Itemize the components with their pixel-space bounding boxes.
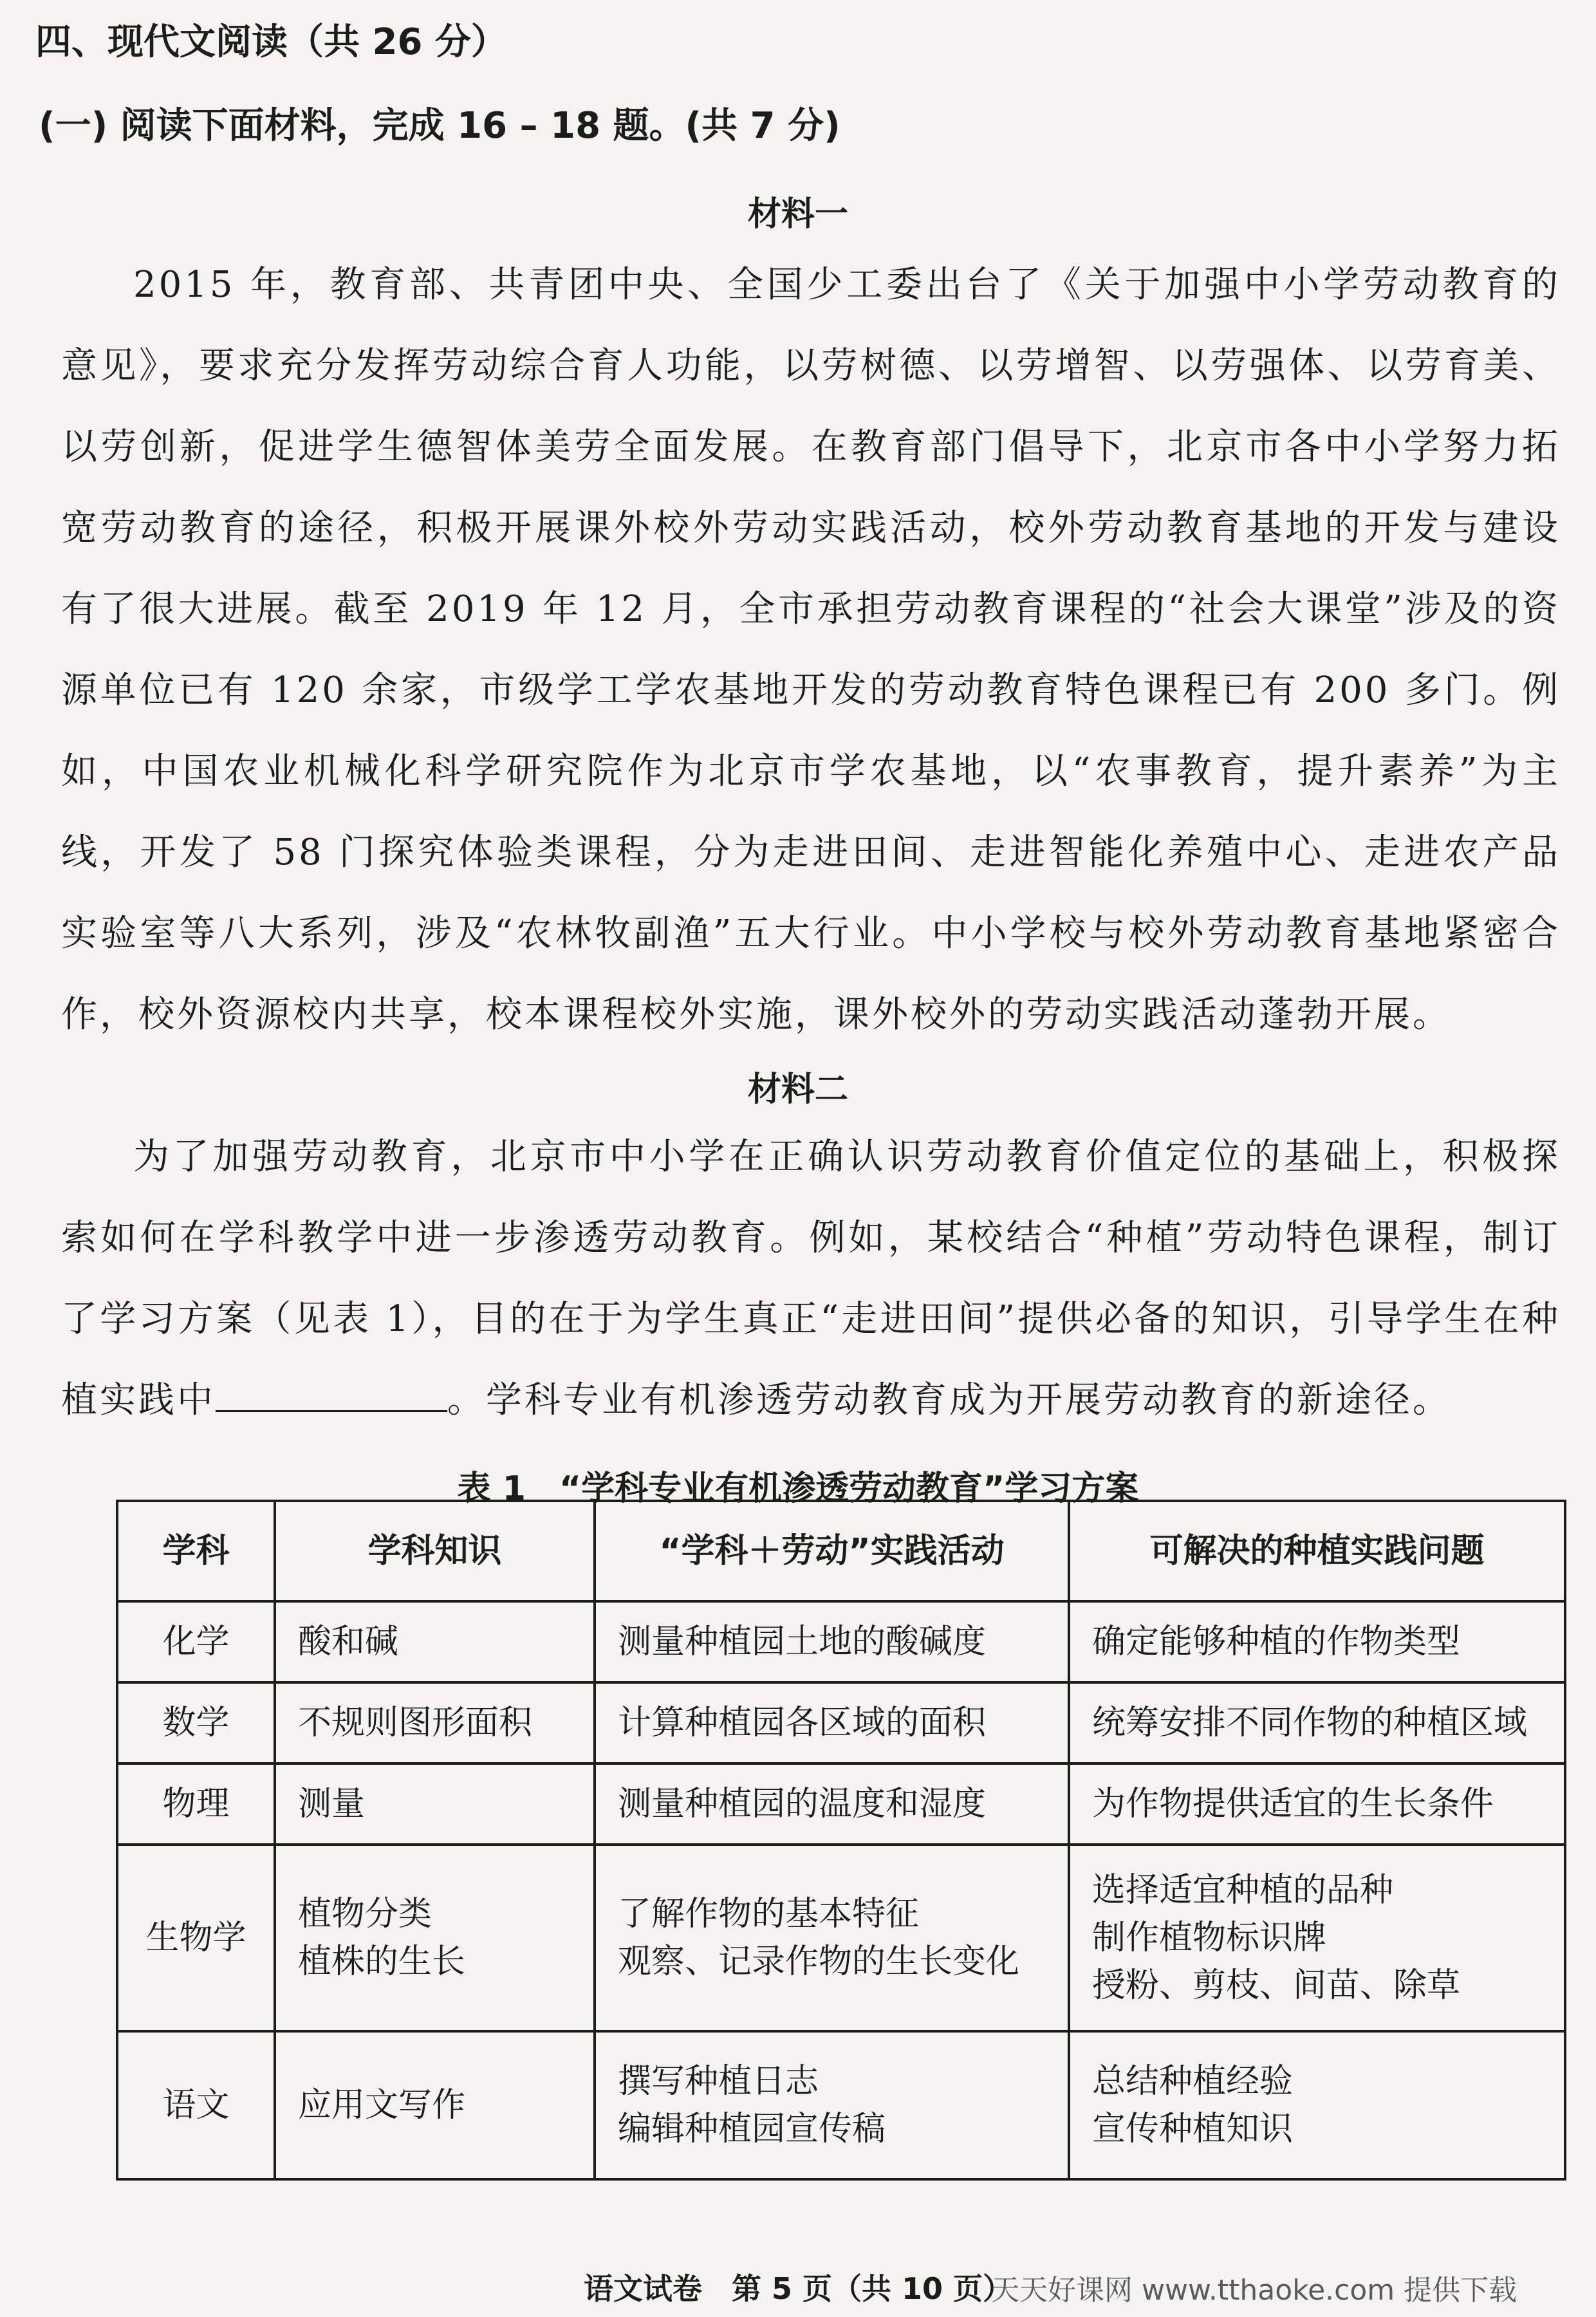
subject-cell: 语文 — [117, 2031, 275, 2179]
subsection-title: (一) 阅读下面材料，完成 16 – 18 题。(共 7 分) — [39, 105, 840, 147]
activity-cell: 计算种植园各区域的面积 — [595, 1682, 1069, 1763]
activity-cell: 测量种植园土地的酸碱度 — [595, 1601, 1069, 1682]
material2-text-after-blank: 。学科专业有机渗透劳动教育成为开展劳动教育的新途径。 — [447, 1379, 1451, 1421]
activity-cell: 测量种植园的温度和湿度 — [595, 1763, 1069, 1845]
material2-title: 材料二 — [747, 1070, 848, 1109]
material1-title: 材料一 — [747, 195, 848, 234]
table-header-row — [117, 1501, 1565, 1601]
subject-cell: 数学 — [117, 1682, 275, 1763]
study-plan-table — [116, 1500, 1566, 2181]
material1-text: 2015 年，教育部、共青团中央、全国少工委出台了《关于加强中小学劳动教育的意见》，要求充分发挥劳动综合育人功能，以劳树德、以劳增智、以劳强体、以劳育美、以劳创新，促进学生德智体美劳全面发展。在教育部门倡导下，北京市各中小学努力拓宽劳动教育的途径，积极开展课外校外劳动实践活动，校外劳动教育基地的开发与建设有了很大进展。截至 2019 年 12 月，全市承担劳动教育课程的“社会大课堂”涉及的资源单位已有 120 余家，市级学工学农基地开发的劳动教育特色课程已有 200 多门。例如，中国农业机械化科学研究院作为北京市学农基地，以“农事教育，提升素养”为主线，开发了 58 门探究体验类课程，分为走进田间、走进智能化养殖中心、走进农产品实验室等八大系列，涉及“农林牧副渔”五大行业。中小学校与校外劳动教育基地紧密合作，校外资源校内共享，校本课程校外实施，课外校外的劳动实践活动蓬勃开展。 — [61, 264, 1561, 1036]
knowledge-cell: 不规则图形面积 — [275, 1682, 595, 1763]
header-activity: “学科＋劳动”实践活动 — [595, 1501, 1069, 1601]
table-row — [117, 1682, 1565, 1763]
answer-blank[interactable] — [216, 1381, 447, 1412]
section-title: 四、现代文阅读（共 26 分） — [35, 21, 507, 63]
knowledge-cell: 应用文写作 — [275, 2031, 595, 2179]
table-row — [117, 1601, 1565, 1682]
subject-cell: 生物学 — [117, 1845, 275, 2031]
table-row — [117, 2031, 1565, 2179]
problem-cell: 统筹安排不同作物的种植区域 — [1069, 1682, 1565, 1763]
knowledge-cell: 植物分类 植株的生长 — [275, 1845, 595, 2031]
table-row — [117, 1763, 1565, 1845]
activity-cell: 了解作物的基本特征 观察、记录作物的生长变化 — [595, 1845, 1069, 2031]
header-knowledge: 学科知识 — [275, 1501, 595, 1601]
problem-cell: 为作物提供适宜的生长条件 — [1069, 1763, 1565, 1845]
header-problem: 可解决的种植实践问题 — [1069, 1501, 1565, 1601]
page-footer: 语文试卷 第 5 页（共 10 页） — [583, 2271, 1013, 2306]
table-row — [117, 1845, 1565, 2031]
header-subject: 学科 — [117, 1501, 275, 1601]
material2-text-before-blank: 为了加强劳动教育，北京市中小学在正确认识劳动教育价值定位的基础上，积极探索如何在学科教学中进一步渗透劳动教育。例如，某校结合“种植”劳动特色课程，制订了学习方案（见表 1），目的在于为学生真正“走进田间”提供必备的知识，引导学生在种植实践中 — [61, 1136, 1561, 1421]
subject-cell: 物理 — [117, 1763, 275, 1845]
knowledge-cell: 测量 — [275, 1763, 595, 1845]
table-caption: 表 1 “学科专业有机渗透劳动教育”学习方案 — [457, 1469, 1139, 1508]
problem-cell: 确定能够种植的作物类型 — [1069, 1601, 1565, 1682]
knowledge-cell: 酸和碱 — [275, 1601, 595, 1682]
problem-cell: 选择适宜种植的品种 制作植物标识牌 授粉、剪枝、间苗、除草 — [1069, 1845, 1565, 2031]
activity-cell: 撰写种植日志 编辑种植园宣传稿 — [595, 2031, 1069, 2179]
material2-text — [61, 1117, 1561, 1441]
problem-cell: 总结种植经验 宣传种植知识 — [1069, 2031, 1565, 2179]
subject-cell: 化学 — [117, 1601, 275, 1682]
watermark-text: 天天好课网 www.tthaoke.com 提供下载 — [991, 2274, 1517, 2307]
